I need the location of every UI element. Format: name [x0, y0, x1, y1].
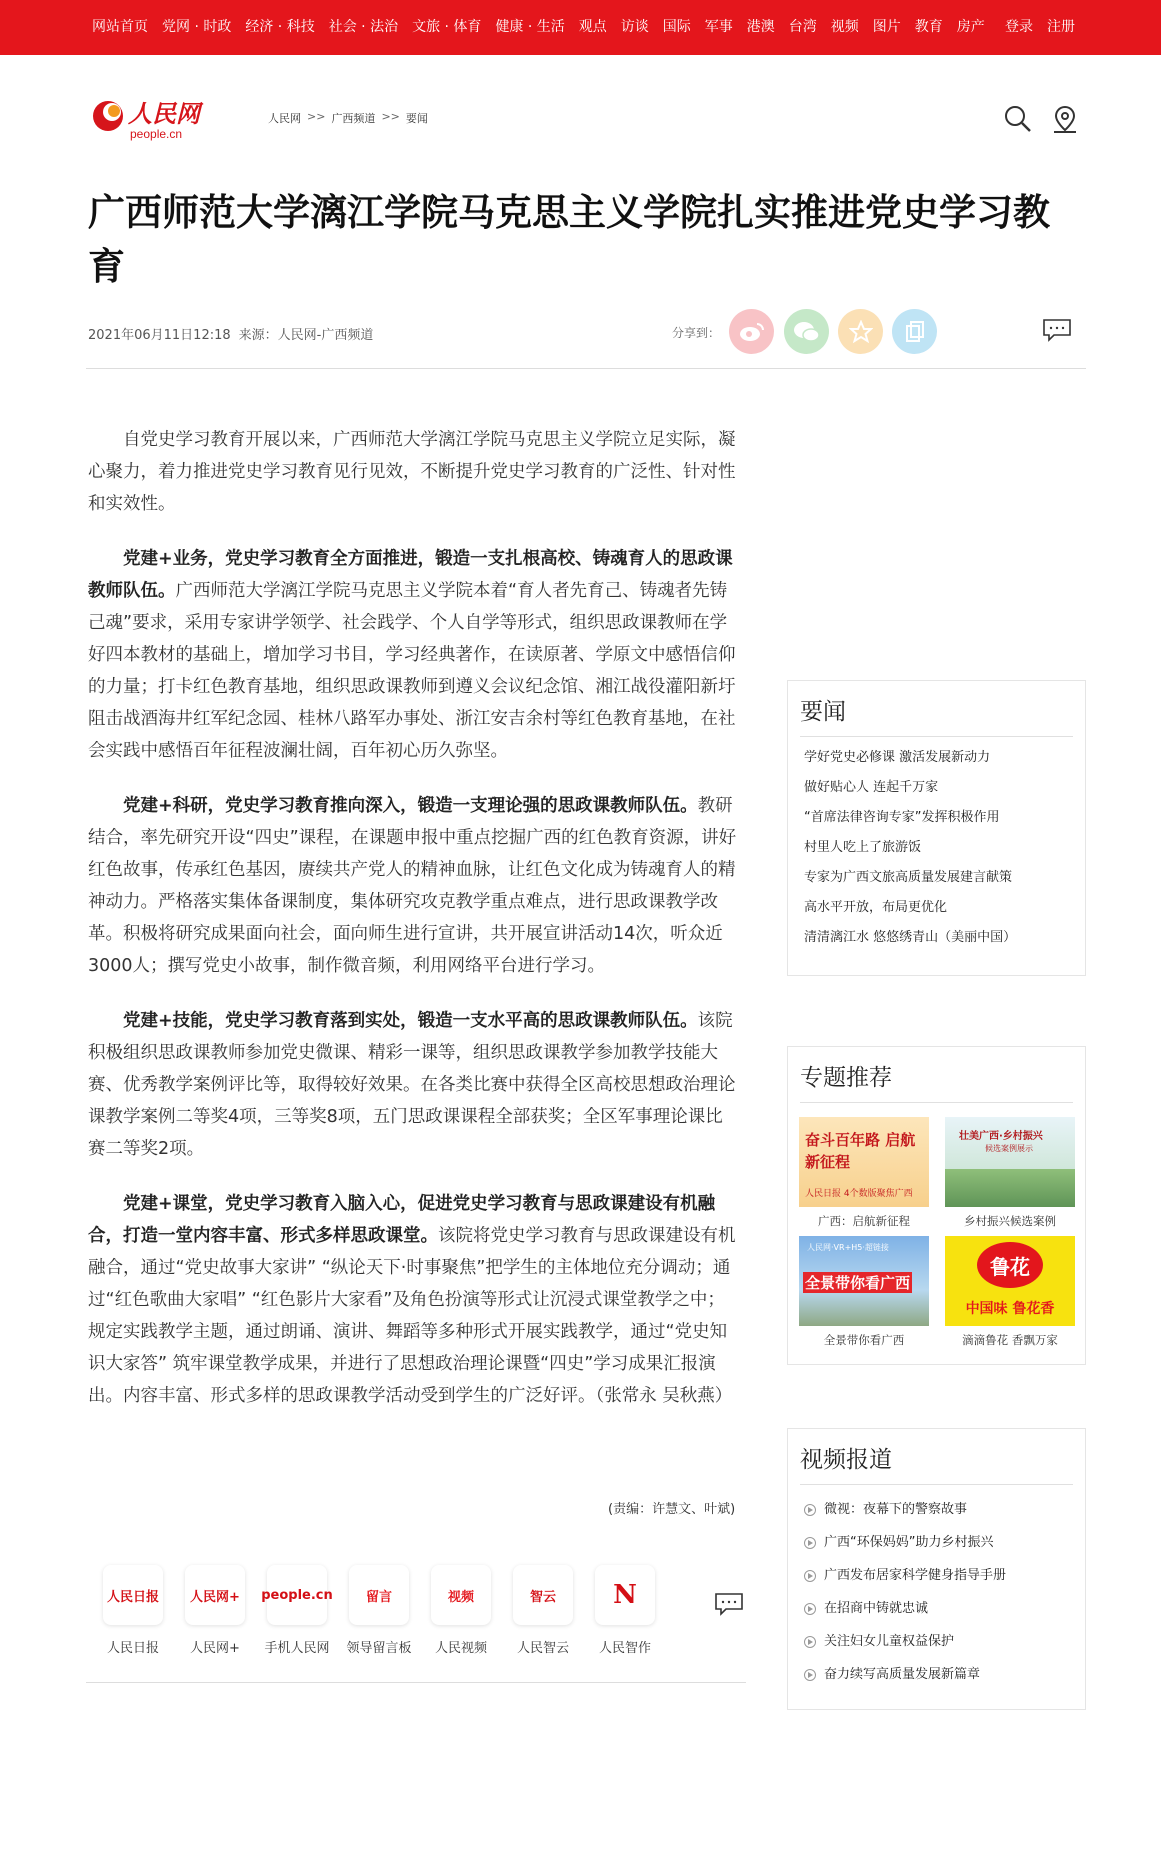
news-item[interactable]: 村里人吃上了旅游饭 — [804, 840, 922, 855]
article-source[interactable]: 来源：人民网-广西频道 — [238, 328, 374, 343]
paragraph-lead: 党建+业务，党史学习教育全方面推进，锻造一支扎根高校、铸魂育人的思政课教师队伍。 — [88, 549, 733, 601]
article-body — [88, 424, 738, 1435]
video-item-label: 微视：夜幕下的警察故事 — [824, 1502, 968, 1517]
news-item[interactable]: 做好贴心人 连起千万家 — [804, 780, 939, 795]
paragraph-text: 自党史学习教育开展以来，广西师范大学漓江学院马克思主义学院立足实际，凝心聚力，着力推进党史学习教育见行见效，不断提升党史学习教育的广泛性、针对性和实效性。 — [88, 430, 736, 514]
login-link[interactable]: 登录 — [1005, 19, 1033, 35]
breadcrumb-home[interactable]: 人民网 — [268, 112, 301, 125]
apps-row — [92, 1565, 666, 1656]
video-item[interactable] — [804, 1493, 1069, 1526]
app-item[interactable] — [256, 1565, 338, 1656]
topic-image[interactable] — [945, 1236, 1075, 1326]
topic-image-sub: 人民网·VR+H5·超链接 — [807, 1243, 889, 1252]
nav-link[interactable]: 访谈 — [620, 19, 649, 35]
app-icon[interactable]: people.cn — [267, 1565, 327, 1625]
topic-image[interactable] — [799, 1117, 929, 1207]
topic-image-sub: 候选案例展示 — [985, 1144, 1033, 1153]
app-icon[interactable]: 智云 — [513, 1565, 573, 1625]
video-item-label: 奋力续写高质量发展新篇章 — [824, 1667, 981, 1682]
news-box — [787, 680, 1086, 976]
app-item[interactable] — [338, 1565, 420, 1656]
news-item[interactable]: “首席法律咨询专家”发挥积极作用 — [804, 810, 1000, 825]
video-item[interactable] — [804, 1592, 1069, 1625]
video-item-label: 在招商中铸就忠诚 — [824, 1601, 929, 1616]
wechat-icon — [793, 320, 821, 344]
share-label: 分享到： — [672, 326, 721, 340]
article-paragraph — [88, 424, 738, 520]
article-paragraph — [88, 1188, 738, 1412]
app-label: 领导留言板 — [346, 1641, 412, 1656]
apps-divider — [86, 1682, 746, 1683]
nav-link[interactable]: 港澳 — [746, 19, 775, 35]
app-label: 人民日报 — [106, 1641, 159, 1656]
app-label: 人民网+ — [190, 1641, 240, 1656]
comment-icon[interactable] — [714, 1592, 744, 1616]
nav-link[interactable]: 军事 — [704, 19, 733, 35]
nav-link[interactable]: 健康 · 生活 — [495, 19, 565, 35]
video-item-label: 广西发布居家科学健身指导手册 — [824, 1568, 1007, 1583]
app-icon[interactable]: 视频 — [431, 1565, 491, 1625]
play-icon — [804, 1570, 816, 1582]
article-title: 广西师范大学漓江学院马克思主义学院扎实推进党史学习教育 — [88, 191, 1050, 288]
nav-link[interactable]: 网站首页 — [92, 19, 148, 35]
topics-box-title: 专题推荐 — [800, 1047, 1073, 1103]
nav-link[interactable]: 视频 — [830, 19, 859, 35]
topic-image-scene — [945, 1169, 1075, 1207]
video-box — [787, 1428, 1086, 1710]
topic-image-title: 壮美广西·乡村振兴 — [959, 1131, 1043, 1142]
nav-link[interactable]: 文旅 · 体育 — [412, 19, 482, 35]
app-item[interactable] — [584, 1565, 666, 1656]
wechat-share-button[interactable] — [784, 309, 829, 354]
video-item[interactable] — [804, 1625, 1069, 1658]
app-item[interactable] — [92, 1565, 174, 1656]
nav-link[interactable]: 图片 — [872, 19, 901, 35]
copy-link-button[interactable] — [892, 309, 937, 354]
news-item[interactable]: 高水平开放，布局更优化 — [804, 900, 948, 915]
app-label: 人民智云 — [516, 1641, 569, 1656]
paragraph-text: 该院将党史学习教育与思政课建设有机融合，通过“党史故事大家讲” “纵论天下·时事聚焦”把学生的主体地位充分调动；通过“红色歌曲大家唱” “红色影片大家看”及角色扮演等形式让沉浸式课堂教学之中；规定实践教学主题，通过朗诵、演讲、舞蹈等多种形式开展实践教学，通过“党史知识大家答” 筑牢课堂教学成果，并进行了思想政治理论课暨“四史”学习成果汇报演出。内容丰富、形式多样的思政课教学活动受到学生的广泛好评。（张常永 吴秋燕） — [88, 1226, 736, 1406]
breadcrumb — [268, 110, 428, 126]
app-icon[interactable]: 人民网+ — [185, 1565, 245, 1625]
nav-link[interactable]: 房产 — [956, 19, 985, 35]
news-item[interactable]: 专家为广西文旅高质量发展建言献策 — [804, 870, 1013, 885]
favorite-share-button[interactable] — [838, 309, 883, 354]
topic-image-sub: 中国味 鲁花香 — [965, 1301, 1055, 1317]
top-nav-links — [92, 16, 999, 36]
topic-item[interactable] — [945, 1117, 1075, 1230]
topic-caption: 乡村振兴候选案例 — [964, 1214, 1056, 1228]
weibo-icon — [739, 321, 765, 343]
breadcrumb-channel[interactable]: 广西频道 — [331, 112, 376, 125]
topic-image-title: 全景带你看广西 — [805, 1274, 911, 1292]
app-label: 手机人民网 — [264, 1641, 330, 1656]
location-icon[interactable] — [1050, 104, 1080, 134]
play-icon — [804, 1669, 816, 1681]
article-datetime: 2021年06月11日12:18 — [88, 328, 231, 343]
paragraph-lead: 党建+科研，党史学习教育推向深入，锻造一支理论强的思政课教师队伍。 — [123, 796, 698, 816]
app-icon[interactable]: 人民日报 — [103, 1565, 163, 1625]
video-item-label: 广西“环保妈妈”助力乡村振兴 — [824, 1535, 994, 1550]
topic-image[interactable] — [799, 1236, 929, 1326]
paragraph-text: 教研结合，率先研究开设“四史”课程，在课题申报中重点挖掘广西的红色教育资源，讲好红色故事，传承红色基因，赓续共产党人的精神血脉，让红色文化成为铸魂育人的精神动力。严格落实集体备课制度，集体研究攻克教学重点难点，进行思政课教学改革。积极将研究成果面向社会，面向师生进行宣讲，共开展宣讲活动14次，听众近3000人；撰写党史小故事，制作微音频，利用网络平台进行学习。 — [88, 796, 737, 976]
nav-link[interactable]: 社会 · 法治 — [328, 19, 399, 35]
topic-image[interactable] — [945, 1117, 1075, 1207]
news-box-title: 要闻 — [800, 681, 1073, 737]
nav-link[interactable]: 经济 · 科技 — [245, 19, 315, 35]
copy-icon — [904, 320, 926, 344]
topic-image-title: 鲁花 — [977, 1242, 1043, 1288]
play-icon — [804, 1504, 816, 1516]
paragraph-text: 广西师范大学漓江学院马克思主义学院本着“育人者先育己、铸魂者先铸己魂”要求，采用专家讲学领学、社会践学、个人自学等形式，组织思政课教师在学好四本教材的基础上，增加学习书目，学习经典著作，在读原著、学原文中感悟信仰的力量；打卡红色教育基地，组织思政课教师到遵义会议纪念馆、湘江战役灌阳新圩阻击战酒海井红军纪念园、桂林八路军办事处、浙江安吉余村等红色教育基地，在社会实践中感悟百年征程波澜壮阔，百年初心历久弥坚。 — [88, 581, 736, 761]
search-icon[interactable] — [1003, 104, 1033, 134]
breadcrumb-section[interactable]: 要闻 — [405, 112, 428, 125]
people-logo[interactable] — [90, 94, 210, 144]
paragraph-text: 该院积极组织思政课教师参加党史微课、精彩一课等，组织思政课教学参加教学技能大赛、优秀教学案例评比等，取得较好效果。在各类比赛中获得全区高校思想政治理论课教学案例二等奖4项，三等奖8项，五门思政课课程全部获奖；全区军事理论课比赛二等奖2项。 — [88, 1011, 736, 1159]
video-item[interactable] — [804, 1559, 1069, 1592]
article-paragraph — [88, 1005, 738, 1165]
video-item[interactable] — [804, 1658, 1069, 1691]
app-label: 人民智作 — [598, 1641, 651, 1656]
nav-link[interactable]: 党网 · 时政 — [162, 19, 232, 35]
app-item[interactable] — [502, 1565, 584, 1656]
topic-item[interactable] — [945, 1236, 1075, 1349]
article-paragraph — [88, 790, 738, 982]
breadcrumb-sep: >> — [381, 110, 400, 123]
play-icon — [804, 1537, 816, 1549]
video-list — [788, 1485, 1085, 1695]
topics-box — [787, 1046, 1086, 1365]
news-item[interactable]: 学好党史必修课 激活发展新动力 — [804, 750, 991, 765]
register-link[interactable]: 注册 — [1047, 19, 1075, 35]
title-divider — [86, 368, 1086, 369]
breadcrumb-sep: >> — [307, 110, 326, 123]
nav-link[interactable]: 国际 — [662, 19, 691, 35]
play-icon — [804, 1636, 816, 1648]
nav-link[interactable]: 教育 — [914, 19, 943, 35]
weibo-share-button[interactable] — [729, 309, 774, 354]
paragraph-lead: 党建+课堂，党史学习教育入脑入心，促进党史学习教育与思政课建设有机融合，打造一堂内容丰富、形式多样思政课堂。 — [88, 1194, 716, 1246]
star-icon — [849, 320, 873, 344]
article-meta — [88, 324, 373, 343]
top-nav — [0, 0, 1161, 55]
auth-links — [991, 16, 1075, 36]
nav-link[interactable]: 观点 — [578, 19, 607, 35]
article-paragraph — [88, 543, 738, 767]
app-item[interactable] — [420, 1565, 502, 1656]
topic-item[interactable] — [799, 1117, 929, 1230]
comment-icon[interactable] — [1042, 318, 1072, 342]
app-icon[interactable]: N — [595, 1565, 655, 1625]
nav-link[interactable]: 台湾 — [788, 19, 817, 35]
logo-en: people.cn — [130, 127, 183, 141]
video-item[interactable] — [804, 1526, 1069, 1559]
article-editor: (责编：许慧文、叶斌) — [608, 1502, 736, 1517]
logo-cn: 人民网 — [128, 99, 200, 128]
topic-image-sub: 人民日报 4个数版聚焦广西 — [805, 1189, 913, 1199]
topic-image-title: 奋斗百年路 启航新征程 — [805, 1131, 916, 1171]
topic-item[interactable] — [799, 1236, 929, 1349]
topic-caption: 全景带你看广西 — [823, 1333, 905, 1347]
video-box-title: 视频报道 — [800, 1429, 1073, 1485]
topic-caption: 广西：启航新征程 — [818, 1214, 910, 1228]
play-icon — [804, 1603, 816, 1615]
app-icon[interactable]: 留言 — [349, 1565, 409, 1625]
video-item-label: 关注妇女儿童权益保护 — [824, 1634, 955, 1649]
paragraph-lead: 党建+技能，党史学习教育落到实处，锻造一支水平高的思政课教师队伍。 — [123, 1011, 698, 1031]
topic-caption: 滴滴鲁花 香飘万家 — [962, 1333, 1058, 1347]
news-item[interactable]: 清清漓江水 悠悠绣青山（美丽中国） — [804, 930, 1017, 945]
app-label: 人民视频 — [434, 1641, 487, 1656]
app-item[interactable] — [174, 1565, 256, 1656]
news-list — [788, 737, 1085, 957]
